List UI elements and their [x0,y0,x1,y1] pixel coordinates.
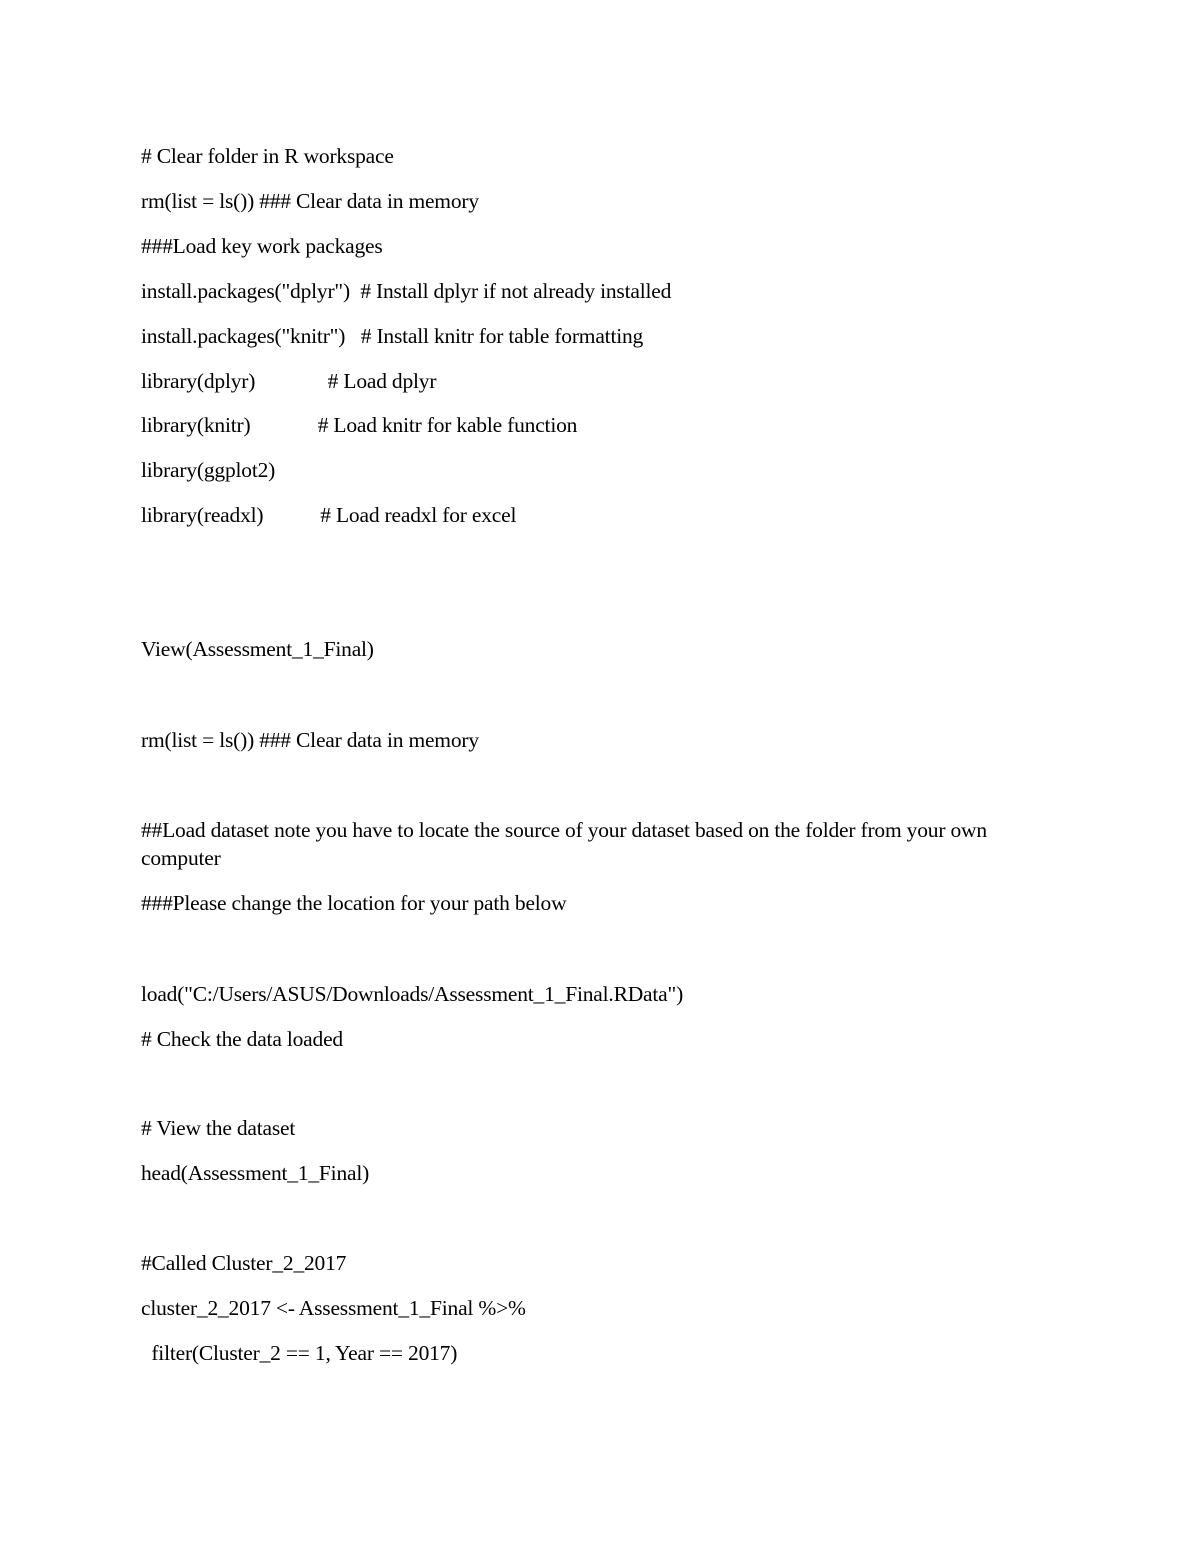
code-line-cluster-assign: cluster_2_2017 <- Assessment_1_Final %>% [141,1296,526,1320]
code-line-install-knitr: install.packages("knitr") # Install knitr for table formatting [141,324,644,348]
code-line-view-assessment: View(Assessment_1_Final) [141,637,374,661]
code-line-load-rdata: load("C:/Users/ASUS/Downloads/Assessment_1_Final.RData") [141,982,684,1006]
code-line-comment-load-packages: ###Load key work packages [141,234,383,258]
code-line-filter: filter(Cluster_2 == 1, Year == 2017) [141,1341,458,1365]
code-line-comment-load-dataset: ##Load dataset note you have to locate the source of your dataset based on the folder from your own computer [141,818,987,870]
code-line-head-assessment: head(Assessment_1_Final) [141,1161,370,1185]
code-line-comment-clear-folder: # Clear folder in R workspace [141,144,394,168]
code-line-rm-list-2: rm(list = ls()) ### Clear data in memory [141,728,479,752]
code-line-library-readxl: library(readxl) # Load readxl for excel [141,503,517,527]
code-line-comment-called-cluster: #Called Cluster_2_2017 [141,1251,347,1275]
code-line-library-ggplot2: library(ggplot2) [141,458,276,482]
code-line-comment-change-location: ###Please change the location for your path below [141,891,567,915]
code-line-library-knitr: library(knitr) # Load knitr for kable function [141,413,578,437]
code-line-library-dplyr: library(dplyr) # Load dplyr [141,369,437,393]
code-line-comment-check-data: # Check the data loaded [141,1027,343,1051]
code-line-install-dplyr: install.packages("dplyr") # Install dplyr if not already installed [141,279,672,303]
code-line-comment-view-dataset: # View the dataset [141,1116,296,1140]
code-line-rm-list: rm(list = ls()) ### Clear data in memory [141,189,479,213]
